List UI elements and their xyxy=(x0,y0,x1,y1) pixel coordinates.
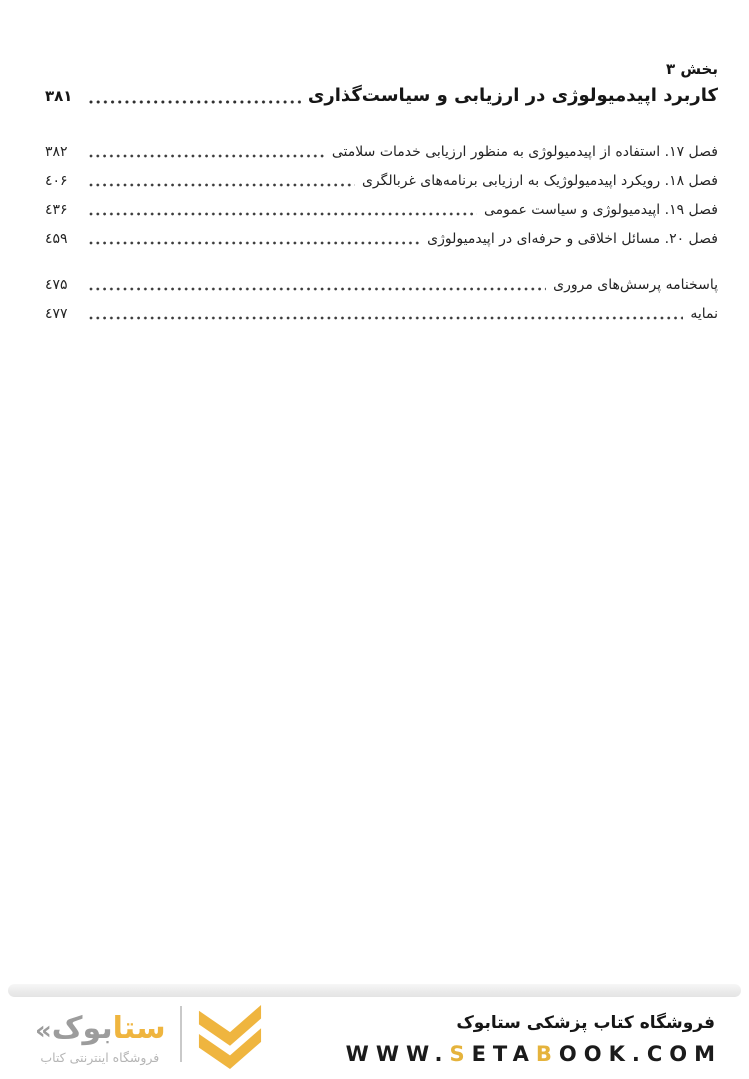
store-url xyxy=(346,1042,722,1066)
toc-label: پاسخنامه پرسش‌های مروری xyxy=(553,276,718,293)
toc-page-number: ٤۷۷ xyxy=(45,305,68,322)
toc-row-chapter-17 xyxy=(45,137,718,166)
logo-wordmark-block xyxy=(34,1012,166,1065)
section-title-row xyxy=(45,80,718,111)
toc-page-number: ٤۵۹ xyxy=(45,230,68,247)
toc-row-chapter-20 xyxy=(45,224,718,253)
dot-leader xyxy=(88,299,683,328)
toc-label: نمایه xyxy=(690,305,718,322)
toc-page-number: ٤٠۶ xyxy=(45,172,68,189)
section-title: کاربرد اپیدمیولوژی در ارزیابی و سیاست‌گذاری xyxy=(307,85,718,106)
double-chevron-down-icon xyxy=(194,1003,266,1069)
dot-leader xyxy=(88,137,325,166)
dot-leader xyxy=(88,195,477,224)
toc-label: فصل ۲۰. مسائل اخلاقی و حرفه‌ای در اپیدمیولوژی xyxy=(427,230,718,247)
url-part: WWW. xyxy=(345,1041,450,1066)
toc-page-number: ۳۸۲ xyxy=(45,143,68,160)
dot-leader xyxy=(88,224,420,253)
section-page-number: ۳۸۱ xyxy=(45,86,73,105)
store-name: فروشگاه کتاب پزشکی ستابوک xyxy=(456,1012,715,1033)
toc-page-number: ٤۷۵ xyxy=(45,276,68,293)
toc-label: فصل ۱۷. استفاده از اپیدمیولوژی به منظور ارزیابی خدمات سلامتی xyxy=(331,143,718,160)
toc-label: فصل ۱۸. رویکرد اپیدمیولوژیک به ارزیابی برنامه‌های غربالگری xyxy=(361,172,718,189)
setabook-logo xyxy=(34,1003,266,1073)
wordmark-gold-part: ستا xyxy=(112,1010,166,1046)
footer xyxy=(0,997,749,1079)
chapter-list xyxy=(45,137,718,253)
toc-row-answer-key xyxy=(45,270,718,299)
dot-leader xyxy=(88,166,355,195)
toc-row-index xyxy=(45,299,718,328)
logo-divider-line xyxy=(180,1006,182,1062)
url-part: ETA xyxy=(471,1041,536,1066)
url-part: OOK.COM xyxy=(558,1041,722,1066)
wordmark-guillemet: « xyxy=(35,1015,52,1046)
toc-content xyxy=(0,0,749,328)
logo-wordmark xyxy=(34,1012,166,1046)
footer-divider-shadow xyxy=(8,984,741,997)
dot-leader xyxy=(88,270,546,299)
logo-tagline: فروشگاه اینترنتی کتاب xyxy=(40,1049,160,1065)
wordmark-gray-part: بوک xyxy=(51,1010,113,1046)
url-part-gold: S xyxy=(449,1041,472,1066)
section-label: بخش ۳ xyxy=(665,60,718,78)
toc-row-chapter-19 xyxy=(45,195,718,224)
toc-page-number: ٤۳۶ xyxy=(45,201,68,218)
footer-store-block xyxy=(345,1011,722,1066)
extras-list xyxy=(45,270,718,328)
toc-row-chapter-18 xyxy=(45,166,718,195)
url-part-gold: B xyxy=(535,1041,559,1066)
dot-leader xyxy=(88,80,301,111)
toc-label: فصل ۱۹. اپیدمیولوژی و سیاست عمومی xyxy=(483,201,718,218)
